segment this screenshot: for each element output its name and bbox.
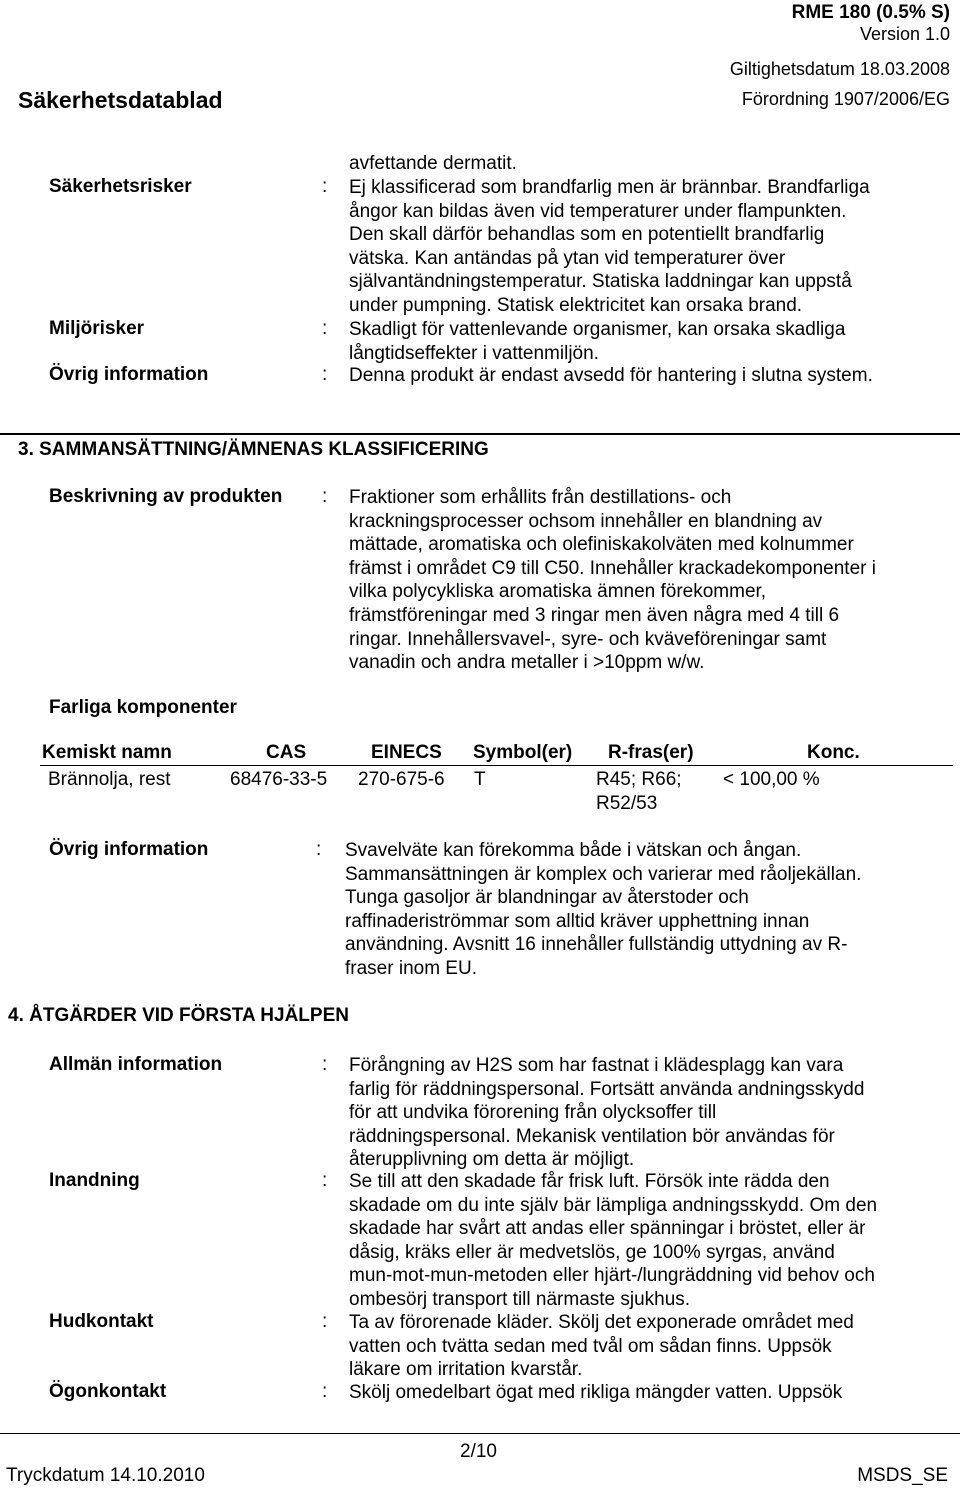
colon: : bbox=[322, 364, 328, 385]
product-name: RME 180 (0.5% S) bbox=[791, 2, 950, 23]
environmental-risks-text: Skadligt för vattenlevande organismer, kan orsaka skadliga långtidseffekter i vattenmiljön. bbox=[349, 319, 846, 364]
table-header-symbol: Symbol(er) bbox=[473, 742, 573, 763]
other-info-label: Övrig information bbox=[49, 364, 209, 385]
product-description-text: Fraktioner som erhållits från destillations- och krackningsprocesser ochsom innehåller en blandning av mättade, aromatiska och olefiniskakolväten med kolnummer främst i området C9 till C50. Innehåller krackadekomponenter i vilka polycykliska aromatiska ämnen förekommer, främstföreningar med 3 ringar men även några med 4 till 6 ringar. Innehållersvavel-, syre- och kväveföreningar samt vanadin och andra metaller i >10ppm w/w. bbox=[349, 487, 876, 674]
colon: : bbox=[322, 318, 328, 339]
safety-risks-label: Säkerhetsrisker bbox=[49, 176, 192, 197]
general-info-label: Allmän information bbox=[49, 1054, 223, 1075]
composition-other-info-label: Övrig information bbox=[49, 839, 209, 860]
print-date: Tryckdatum 14.10.2010 bbox=[6, 1465, 205, 1486]
hazardous-components-label: Farliga komponenter bbox=[49, 697, 237, 718]
other-info-text: Denna produkt är endast avsedd för hantering i slutna system. bbox=[349, 365, 873, 386]
validity-date: Giltighetsdatum 18.03.2008 bbox=[729, 59, 950, 79]
footer-divider bbox=[0, 1433, 960, 1434]
document-code: MSDS_SE bbox=[857, 1465, 948, 1486]
safety-risks-text: Ej klassificerad som brandfarlig men är brännbar. Brandfarliga ångor kan bildas även vid temperaturer under flampunkten. Den skall därför behandlas som en potentiellt brandfarlig vätska. Kan antändas på ytan vid temperaturer över självantändningstemperatur. Statiska laddningar kan uppstå under pumpning. Statisk elektricitet kan orsaka brand. bbox=[349, 177, 870, 316]
table-cell-cas: 68476-33-5 bbox=[230, 769, 328, 790]
table-header-einecs: EINECS bbox=[371, 742, 442, 763]
page-number: 2/10 bbox=[460, 1441, 497, 1462]
document-title: Säkerhetsdatablad bbox=[18, 87, 223, 113]
colon: : bbox=[322, 1311, 328, 1332]
table-cell-name: Brännolja, rest bbox=[48, 769, 171, 790]
eye-contact-text: Skölj omedelbart ögat med rikliga mängder vatten. Uppsök bbox=[349, 1382, 843, 1403]
colon: : bbox=[316, 839, 322, 860]
table-header-conc: Konc. bbox=[807, 742, 860, 763]
section2-lead-text: avfettande dermatit. bbox=[349, 153, 517, 174]
colon: : bbox=[322, 1381, 328, 1402]
section-divider bbox=[0, 433, 960, 435]
product-description-label: Beskrivning av produkten bbox=[49, 486, 283, 507]
colon: : bbox=[322, 1054, 328, 1075]
general-info-text: Förångning av H2S som har fastnat i klädesplagg kan vara farlig för räddningspersonal. Fortsätt använda andningsskydd för att undvika förorening från olycksoffer till räddningspersonal. Mekanisk ventilation bör användas för återupplivning om detta är möjligt. bbox=[349, 1055, 865, 1171]
table-header-cas: CAS bbox=[266, 742, 307, 763]
colon: : bbox=[322, 486, 328, 507]
skin-contact-label: Hudkontakt bbox=[49, 1311, 154, 1332]
environmental-risks-label: Miljörisker bbox=[49, 318, 145, 339]
table-header-name: Kemiskt namn bbox=[42, 742, 172, 763]
version-label: Version 1.0 bbox=[859, 24, 950, 44]
eye-contact-label: Ögonkontakt bbox=[49, 1381, 167, 1402]
table-cell-rphrase: R45; R66; R52/53 bbox=[596, 769, 682, 814]
inhalation-text: Se till att den skadade får frisk luft. Försök inte rädda den skadade om du inte själv bär lämpliga andningsskydd. Om den skadade har svårt att andas eller spänningar i bröstet, eller är dåsig, kräks eller är medvetslös, ge 100% syrgas, använd mun-mot-mun-metoden eller hjärt-/lungräddning vid behov och ombesörj transport till närmaste sjukhus. bbox=[349, 1171, 878, 1310]
composition-other-info-text: Svavelväte kan förekomma både i vätskan och ångan. Sammansättningen är komplex och varierar med råoljekällan. Tunga gasoljor är blandningar av återstoder och raffinaderiströmmar som alltid kräver upphettning innan användning. Avsnitt 16 innehåller fullständig uttydning av R- fraser inom EU. bbox=[345, 840, 862, 979]
table-header-rphrase: R-fras(er) bbox=[608, 742, 694, 763]
colon: : bbox=[322, 176, 328, 197]
inhalation-label: Inandning bbox=[49, 1170, 140, 1191]
section3-heading: 3. SAMMANSÄTTNING/ÄMNENAS KLASSIFICERING bbox=[18, 439, 489, 460]
section4-heading: 4. ÅTGÄRDER VID FÖRSTA HJÄLPEN bbox=[8, 1005, 349, 1026]
table-cell-symbol: T bbox=[474, 769, 486, 790]
table-header-rule bbox=[40, 765, 953, 766]
colon: : bbox=[322, 1170, 328, 1191]
table-cell-einecs: 270-675-6 bbox=[358, 769, 445, 790]
regulation-label: Förordning 1907/2006/EG bbox=[741, 89, 950, 109]
table-cell-conc: < 100,00 % bbox=[723, 769, 820, 790]
skin-contact-text: Ta av förorenade kläder. Skölj det exponerade området med vatten och tvätta sedan med tvål om sådan finns. Uppsök läkare om irritation kvarstår. bbox=[349, 1312, 854, 1381]
